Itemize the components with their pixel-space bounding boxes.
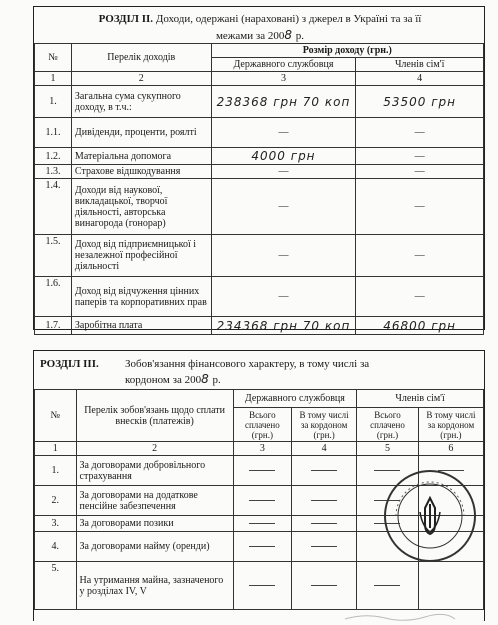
row-no: 1.7. xyxy=(35,317,72,335)
row-name: Страхове відшкодування xyxy=(71,165,211,179)
row-no: 1. xyxy=(35,456,77,486)
col-size-header: Розмір доходу (грн.) xyxy=(211,44,483,58)
row-no: 4. xyxy=(35,532,77,562)
empty-dash xyxy=(374,585,400,586)
col-no-header: № xyxy=(35,390,77,442)
row-official-value: — xyxy=(211,179,356,235)
row-name: Доходи від наукової, викладацької, творчої діяльності, авторська винагорода (гонорар) xyxy=(71,179,211,235)
section-2-year-digit: 8 xyxy=(284,28,294,42)
empty-dash xyxy=(249,585,275,586)
row-name: За договорами добровільного страхування xyxy=(76,456,233,486)
col-number: 2 xyxy=(76,442,233,456)
official-stamp xyxy=(382,468,478,564)
row-no: 1.3. xyxy=(35,165,72,179)
section-3-label: РОЗДІЛ ІІІ. xyxy=(40,358,99,370)
col-family-header: Членів сім'ї xyxy=(356,58,484,72)
row-name: Доход від відчуження цінних паперів та корпоративних прав xyxy=(71,277,211,317)
row-no: 2. xyxy=(35,486,77,516)
row-no: 1.6. xyxy=(35,277,72,317)
row-name: За договорами найму (оренди) xyxy=(76,532,233,562)
section-3-title xyxy=(40,357,480,388)
table-row xyxy=(35,562,484,610)
col-number: 4 xyxy=(292,442,357,456)
row-no: 1. xyxy=(35,86,72,118)
col-number: 6 xyxy=(418,442,483,456)
row-name: Матеріальна допомога xyxy=(71,148,211,165)
table-row xyxy=(35,235,484,277)
faint-signature xyxy=(340,612,460,622)
section-3-title-line2: кордоном за 200 xyxy=(125,374,202,386)
row-official-value: — xyxy=(211,118,356,148)
col-number: 1 xyxy=(35,442,77,456)
row-official-value: — xyxy=(211,165,356,179)
row-official-value: — xyxy=(211,235,356,277)
section-2 xyxy=(33,6,485,333)
empty-dash xyxy=(311,546,337,547)
row-name: Заробітна плата xyxy=(71,317,211,335)
row-official-value: 238368 грн 70 коп xyxy=(211,86,356,118)
empty-dash xyxy=(311,585,337,586)
table-row xyxy=(35,317,484,335)
col-paid-abroad: В тому числі за кордоном (грн.) xyxy=(418,408,483,442)
empty-dash xyxy=(311,523,337,524)
row-no: 1.1. xyxy=(35,118,72,148)
col-number: 3 xyxy=(211,72,356,86)
col-number: 3 xyxy=(233,442,291,456)
section-3-year-digit: 8 xyxy=(201,372,210,386)
table-row xyxy=(35,86,484,118)
empty-dash xyxy=(249,500,275,501)
row-no: 1.5. xyxy=(35,235,72,277)
col-name-header: Перелік зобов'язань щодо сплати внесків (платежів) xyxy=(76,390,233,442)
empty-dash xyxy=(311,470,337,471)
row-name: За договорами позики xyxy=(76,516,233,532)
row-no: 5. xyxy=(35,562,77,610)
row-no: 1.4. xyxy=(35,179,72,235)
row-name: Загальна сума сукупного доходу, в т.ч.: xyxy=(71,86,211,118)
col-number: 1 xyxy=(35,72,72,86)
row-official-value: 4000 грн xyxy=(211,148,356,165)
row-family-value: — xyxy=(356,118,484,148)
empty-dash xyxy=(249,546,275,547)
empty-dash xyxy=(249,523,275,524)
row-official-value: — xyxy=(211,277,356,317)
col-paid-total: Всього сплачено (грн.) xyxy=(233,408,291,442)
row-family-value: 46800 грн xyxy=(356,317,484,335)
section-2-title xyxy=(40,11,480,44)
table-row xyxy=(35,277,484,317)
col-paid-total: Всього сплачено (грн.) xyxy=(357,408,419,442)
section-2-label: РОЗДІЛ ІІ. xyxy=(98,13,154,25)
row-family-value: — xyxy=(356,179,484,235)
section-2-title-line2: межами за 200 xyxy=(215,30,285,42)
col-official-header: Державного службовця xyxy=(211,58,356,72)
section-3-title-suffix: р. xyxy=(209,374,221,386)
section-2-title-line1: Доходи, одержані (нараховані) з джерел в Україні та за її xyxy=(155,13,422,25)
income-table xyxy=(34,43,484,335)
col-name-header: Перелік доходів xyxy=(71,44,211,72)
row-family-value: — xyxy=(356,165,484,179)
empty-dash xyxy=(311,500,337,501)
row-official-value: 234368 грн 70 коп xyxy=(211,317,356,335)
row-name: Дивіденди, проценти, роялті xyxy=(71,118,211,148)
row-name: За договорами на додаткове пенсійне забезпечення xyxy=(76,486,233,516)
row-no: 1.2. xyxy=(35,148,72,165)
row-no: 3. xyxy=(35,516,77,532)
table-row xyxy=(35,118,484,148)
table-row xyxy=(35,148,484,165)
col-no-header: № xyxy=(35,44,72,72)
col-number: 2 xyxy=(71,72,211,86)
section-3-title-line1: Зобов'язання фінансового характеру, в тому числі за xyxy=(125,358,370,370)
section-2-title-suffix: р. xyxy=(293,30,305,42)
row-family-value: 53500 грн xyxy=(356,86,484,118)
table-row xyxy=(35,179,484,235)
row-name: На утримання майна, зазначеного у розділах IV, V xyxy=(76,562,233,610)
col-paid-abroad: В тому числі за кордоном (грн.) xyxy=(292,408,357,442)
table-row xyxy=(35,165,484,179)
col-number: 5 xyxy=(357,442,419,456)
row-name: Доход від підприємницької і незалежної професійної діяльності xyxy=(71,235,211,277)
row-family-value: — xyxy=(356,148,484,165)
row-family-value: — xyxy=(356,277,484,317)
row-family-value: — xyxy=(356,235,484,277)
col-number: 4 xyxy=(356,72,484,86)
col-family-header: Членів сім'ї xyxy=(357,390,484,408)
col-official-header: Державного службовця xyxy=(233,390,356,408)
empty-dash xyxy=(249,470,275,471)
